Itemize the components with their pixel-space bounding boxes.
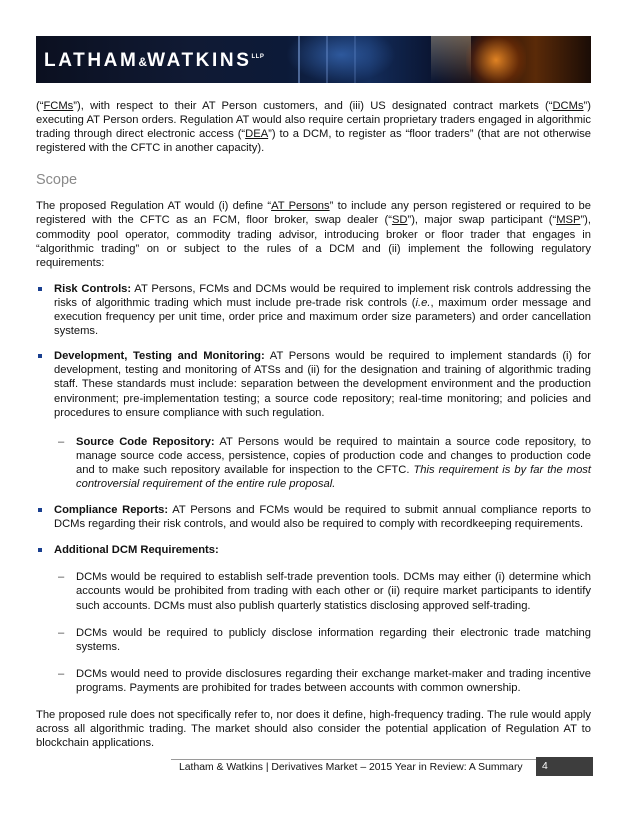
dash-source-code-repository: – Source Code Repository: AT Persons would be required to maintain a source code repository, to manage source code access, persistence, copies of production code and changes to production code and to make such repository available for inspection to the CFTC. This requirement is by far the most controversial requirement of the entire rule proposal. [58,435,592,490]
bullet-marker [38,548,42,552]
dash-dcm-item: – DCMs would be required to publicly disclose information regarding their electronic trade matching systems. [58,626,591,653]
dash-dcm-item: – DCMs would need to provide disclosures regarding their exchange market-maker and trading incentive programs. Payments are prohibited for trades between accounts with common ownership. [58,667,591,694]
scope-paragraph: The proposed Regulation AT would (i) define “AT Persons” to include any person registered or required to be registered with the CFTC as an FCM, floor broker, swap dealer (“SD”), major swap participant (“MSP”), commodity pool operator, commodity trading advisor, introducing broker or floor trader that engages in “algorithmic trading” on or subject to the rules of a DCM and (ii) implement the following regulatory requirements: [36,200,591,269]
bullet-compliance-reports: Compliance Reports: AT Persons and FCMs would be required to submit annual compliance reports to DCMs regarding their risk controls, and would also be required to comply with recordkeeping requirements. [36,503,591,531]
company-logo[interactable]: $LATHAM\&WATKINS^{LLP}$ [44,50,265,71]
scope-heading: Scope [36,172,78,189]
bullet-marker [38,287,42,291]
dash-dcm-item: – DCMs would be required to establish self-trade prevention tools. DCMs may either (i) determine which accounts would be prohibited from trading with each other or (ii) require market participants to identify such accounts. DCMs must also publish quarterly statistics disclosing approved self-trading. [58,571,591,612]
intro-paragraph: (“FCMs”), with respect to their AT Person customers, and (iii) US designated contract markets (“DCMs”) executing AT Person orders. Regulation AT would also require certain proprietary traders engaged in algorithmic trading through direct electronic access (“DEA”) to a DCM, to register as “floor traders” (that are not otherwise registered with the CFTC in another capacity). [36,100,592,155]
footer-divider [171,759,593,760]
bullet-development-testing: Development, Testing and Monitoring: AT Persons would be required to implement standards (i) for development, testing and monitoring of ATSs and (ii) for the designation and training of algorithmic trading staff. These standards must include: separation between the development environment and the production environment; pre-implementation testing; a source code repository; real-time monitoring; and policies and procedures to ensure compliance with such regulation. [36,349,591,419]
bullet-risk-controls: Risk Controls: AT Persons, FCMs and DCMs would be required to implement risk controls addressing the risks of algorithmic trading which must include pre-trade risk controls (i.e., maximum order message and execution frequency per unit time, order price and maximum order size parameters) and order cancellation systems. [36,282,591,338]
page-number: 4 [542,761,548,772]
footer-text: Latham & Watkins | Derivatives Market – 2015 Year in Review: A Summary [179,762,523,773]
page-number-badge [536,757,593,776]
closing-paragraph: The proposed rule does not specifically refer to, nor does it define, high-frequency trading. The rule would apply across all algorithmic trading. The market should also consider the potential application of Regulation AT to blockchain applications. [36,709,591,750]
main-content [36,99,591,750]
bullet-marker [38,354,42,358]
header-banner [36,36,591,83]
bullet-marker [38,508,42,512]
bullet-additional-dcm: Additional DCM Requirements: [36,543,591,557]
